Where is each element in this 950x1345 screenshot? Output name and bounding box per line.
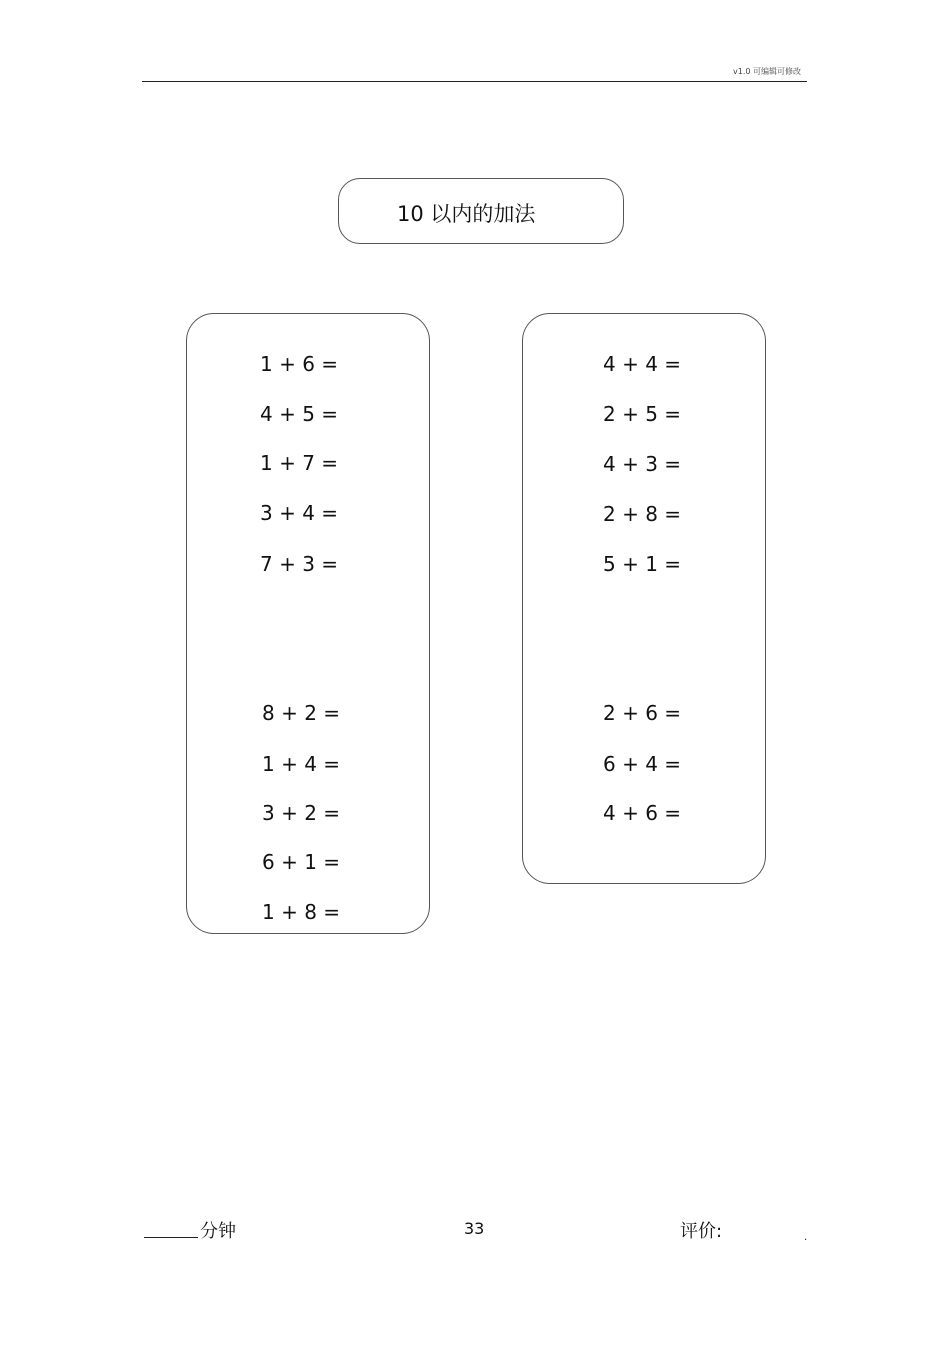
- problem-item: 4 + 5 =: [260, 402, 339, 426]
- minutes-blank-line: [144, 1237, 198, 1238]
- right-problem-column: [522, 313, 766, 884]
- problem-item: 2 + 6 =: [603, 701, 682, 725]
- page-number: 33: [464, 1219, 485, 1238]
- problem-item: 5 + 1 =: [603, 552, 682, 576]
- problem-item: 2 + 8 =: [603, 502, 682, 526]
- title-box: [338, 178, 624, 244]
- problem-item: 8 + 2 =: [262, 701, 341, 725]
- problem-item: 4 + 4 =: [603, 352, 682, 376]
- problem-item: 2 + 5 =: [603, 402, 682, 426]
- problem-item: 1 + 7 =: [260, 451, 339, 475]
- minutes-label: 分钟: [200, 1221, 236, 1242]
- evaluation-label: 评价:: [680, 1221, 723, 1242]
- problem-item: 4 + 6 =: [603, 801, 682, 825]
- problem-item: 1 + 6 =: [260, 352, 339, 376]
- left-problem-column: [186, 313, 430, 934]
- problem-item: 3 + 2 =: [262, 801, 341, 825]
- problem-item: 1 + 4 =: [262, 752, 341, 776]
- page-title: 10 以内的加法: [397, 202, 536, 226]
- problem-item: 4 + 3 =: [603, 452, 682, 476]
- header-version-note: v1.0 可编辑可修改: [733, 67, 801, 76]
- problem-item: 6 + 4 =: [603, 752, 682, 776]
- header-rule: [142, 81, 807, 82]
- problem-item: 1 + 8 =: [262, 900, 341, 924]
- footer-dot: .: [804, 1232, 808, 1243]
- problem-item: 3 + 4 =: [260, 501, 339, 525]
- problem-item: 7 + 3 =: [260, 552, 339, 576]
- problem-item: 6 + 1 =: [262, 850, 341, 874]
